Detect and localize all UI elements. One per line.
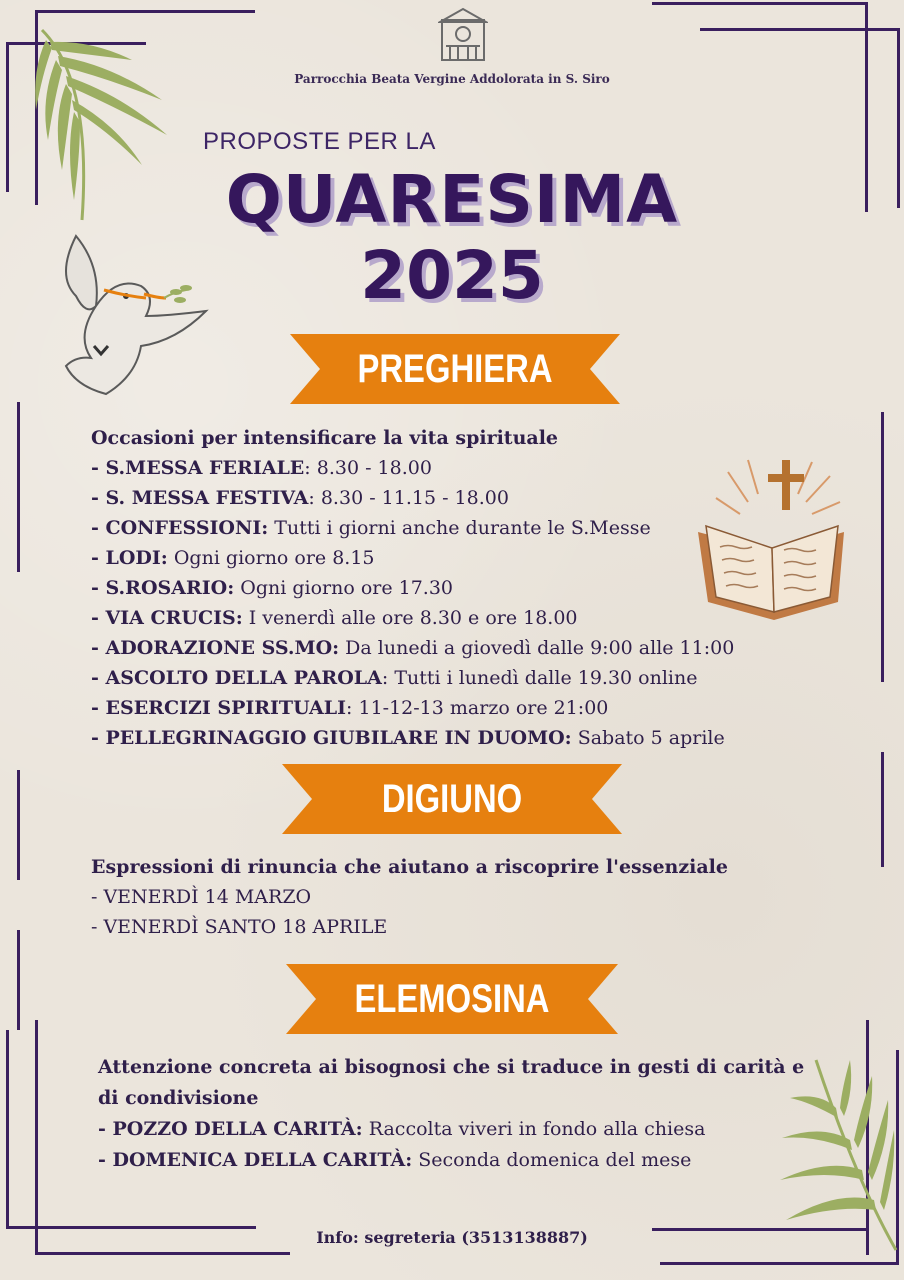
page-year: 2025 [360,237,544,314]
item-label: - ESERCIZI SPIRITUALI [91,697,347,719]
item-detail: : 8.30 - 11.15 - 18.00 [308,487,509,509]
item-label: - LODI: [91,547,168,569]
item-detail: Ogni giorno ore 8.15 [167,547,375,569]
frame-line-left-lower [17,770,20,880]
list-item [98,1114,818,1145]
list-item [91,483,871,513]
item-label: - CONFESSIONI: [91,517,269,539]
frame-line-left-lower-2 [17,930,20,1030]
item-label: - PELLEGRINAGGIO GIUBILARE IN DUOMO: [91,727,572,749]
frame-line-top-left-horizontal [35,10,255,13]
list-item [91,603,871,633]
item-detail: : 8.30 - 18.00 [304,457,432,479]
list-item: - VENERDÌ SANTO 18 APRILE [91,916,388,938]
list-item [91,633,871,663]
item-label: - S.ROSARIO: [91,577,235,599]
item-detail: Sabato 5 aprile [571,727,725,749]
parish-name: Parrocchia Beata Vergine Addolorata in S. Siro [294,72,610,86]
item-detail: : Tutti i lunedì dalle 19.30 online [381,667,698,689]
elemosina-intro-line-2: di condivisione [98,1087,259,1109]
preghiera-intro: Occasioni per intensificare la vita spirituale [91,427,559,449]
frame-line-top-right-horizontal-inner [700,28,900,31]
item-detail: Tutti i giorni anche durante le S.Messe [268,517,651,539]
church-logo-icon [438,6,488,64]
elemosina-intro-line-1: Attenzione concreta ai bisognosi che si traduce in gesti di carità e [98,1056,805,1078]
frame-line-top-right-horizontal [652,2,867,5]
palm-leaf-icon [776,1040,902,1260]
banner-digiuno [282,764,622,834]
item-detail: : 11-12-13 marzo ore 21:00 [346,697,609,719]
item-label: - ASCOLTO DELLA PAROLA [91,667,382,689]
list-item [91,543,871,573]
frame-line-bottom-right-horizontal-outer [660,1262,899,1265]
frame-line-bottom-left-vertical [35,1020,38,1255]
banner-elemosina [286,964,618,1034]
list-item [91,693,871,723]
subtitle-proposte: PROPOSTE PER LA [203,128,436,155]
item-label: - DOMENICA DELLA CARITÀ: [98,1149,413,1171]
section-digiuno [91,852,871,942]
list-item [91,453,871,483]
item-label: - VIA CRUCIS: [91,607,243,629]
frame-line-right-middle [881,412,884,682]
list-item: - VENERDÌ 14 MARZO [91,886,312,908]
item-label: - POZZO DELLA CARITÀ: [98,1118,363,1140]
page-title: QUARESIMA [225,161,679,238]
banner-preghiera [290,334,620,404]
item-detail: Da lunedi a giovedì dalle 9:00 alle 11:00 [339,637,735,659]
list-item [98,1145,818,1176]
list-item [91,513,871,543]
banner-digiuno-label: DIGIUNO [381,777,523,821]
list-item [91,723,871,753]
frame-line-right-middle-2 [881,752,884,867]
item-label: - ADORAZIONE SS.MO: [91,637,340,659]
banner-preghiera-label: PREGHIERA [357,347,553,391]
item-detail: I venerdì alle ore 8.30 e ore 18.00 [242,607,578,629]
list-item [91,573,871,603]
frame-line-bottom-left-horizontal [35,1252,290,1255]
item-detail: Seconda domenica del mese [412,1149,692,1171]
item-detail: Raccolta viveri in fondo alla chiesa [362,1118,706,1140]
banner-elemosina-label: ELEMOSINA [354,977,550,1021]
item-label: - S.MESSA FERIALE [91,457,305,479]
list-item [91,663,871,693]
digiuno-intro: Espressioni di rinuncia che aiutano a riscoprire l'essenziale [91,856,728,878]
section-preghiera [91,423,871,753]
frame-line-bottom-left-vertical-outer [6,1030,9,1226]
footer-info: Info: segreteria (3513138887) [316,1228,588,1247]
item-detail: Ogni giorno ore 17.30 [234,577,454,599]
section-elemosina [98,1052,818,1176]
frame-line-left-middle [17,402,20,572]
item-label: - S. MESSA FESTIVA [91,487,309,509]
